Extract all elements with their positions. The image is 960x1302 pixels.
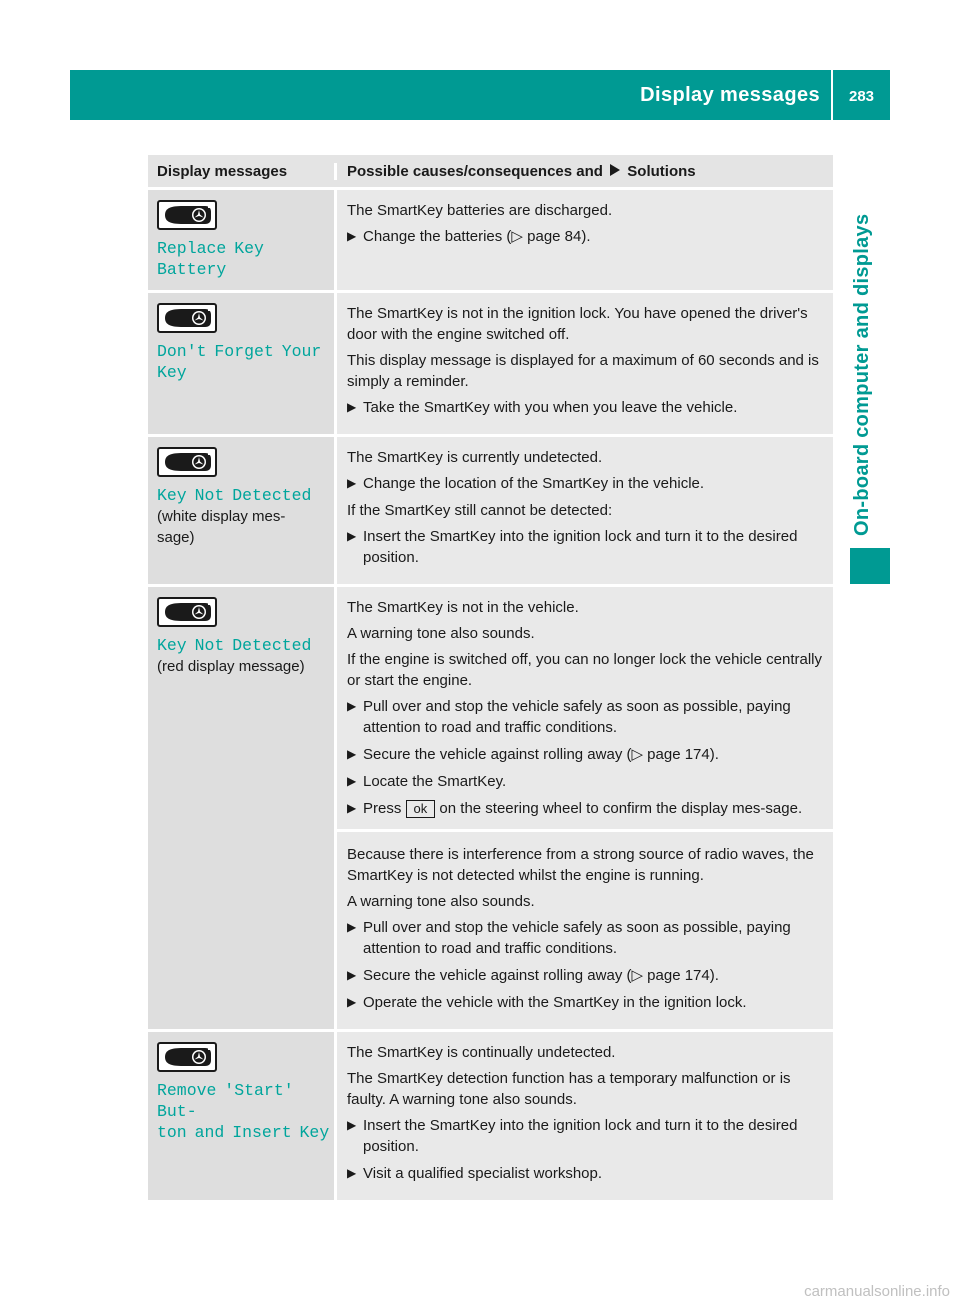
solution-step bbox=[347, 992, 827, 1013]
step-arrow-icon: ▶ bbox=[347, 476, 357, 490]
sub-cause-block bbox=[337, 829, 833, 1013]
message-cell bbox=[148, 437, 334, 584]
step-text: Take the SmartKey with you when you leave the vehicle. bbox=[363, 399, 738, 416]
solution-cell bbox=[334, 293, 833, 434]
step-arrow-icon: ▶ bbox=[347, 774, 357, 788]
solution-step bbox=[347, 1163, 827, 1184]
message-name: Key Not Detected bbox=[157, 636, 312, 655]
message-name-line: Key bbox=[157, 363, 187, 382]
message-cell bbox=[148, 190, 334, 290]
chapter-side-tab: On-board computer and displays bbox=[851, 213, 873, 536]
cause-text: The SmartKey is not in the vehicle. bbox=[347, 599, 579, 616]
step-text: Locate the SmartKey. bbox=[363, 773, 507, 790]
step-text: Pull over and stop the vehicle safely as soon as possible, paying attention to road and traffic conditions. bbox=[363, 919, 791, 957]
step-arrow-icon: ▶ bbox=[347, 699, 357, 713]
step-text: Insert the SmartKey into the ignition lock and turn it to the desired position. bbox=[363, 528, 798, 566]
step-text: Secure the vehicle against rolling away (▷ page 174). bbox=[363, 746, 719, 763]
cause-text: The SmartKey is currently undetected. bbox=[347, 449, 603, 466]
smartkey-icon bbox=[157, 200, 217, 230]
cause-text: The SmartKey batteries are discharged. bbox=[347, 202, 613, 219]
message-cell bbox=[148, 293, 334, 434]
step-arrow-icon: ▶ bbox=[347, 920, 357, 934]
step-arrow-icon: ▶ bbox=[347, 1118, 357, 1132]
step-arrow-icon: ▶ bbox=[347, 995, 357, 1009]
table-header-row bbox=[148, 155, 833, 190]
step-arrow-icon: ▶ bbox=[347, 529, 357, 543]
solution-step bbox=[347, 798, 827, 819]
cause-text: This display message is displayed for a maximum of 60 seconds and is simply a reminder. bbox=[347, 352, 819, 390]
solution-step bbox=[347, 226, 827, 247]
solution-step bbox=[347, 696, 827, 738]
step-arrow-icon: ▶ bbox=[347, 968, 357, 982]
table-row bbox=[148, 190, 833, 293]
page-header bbox=[70, 70, 890, 120]
message-note: (red display message) bbox=[157, 658, 305, 675]
step-text: Pull over and stop the vehicle safely as soon as possible, paying attention to road and traffic conditions. bbox=[363, 698, 791, 736]
step-arrow-icon: ▶ bbox=[347, 747, 357, 761]
message-note: (white display mes-sage) bbox=[157, 508, 286, 546]
cause-text: The SmartKey detection function has a temporary malfunction or is faulty. A warning tone also sounds. bbox=[347, 1070, 791, 1108]
step-arrow-icon: ▶ bbox=[347, 801, 357, 815]
column-header-solutions-suffix: Solutions bbox=[627, 162, 696, 180]
smartkey-icon bbox=[157, 303, 217, 333]
table-row bbox=[148, 437, 833, 587]
step-text: Secure the vehicle against rolling away (▷ page 174). bbox=[363, 967, 719, 984]
message-cell bbox=[148, 1032, 334, 1200]
column-header-messages: Display messages bbox=[148, 163, 334, 180]
solution-cell bbox=[334, 587, 833, 1029]
step-arrow-icon: ▶ bbox=[347, 1166, 357, 1180]
message-name-line: Remove 'Start' But‐ bbox=[157, 1081, 294, 1121]
ok-button-icon: ok bbox=[406, 800, 436, 818]
step-text: Visit a qualified specialist workshop. bbox=[363, 1165, 603, 1182]
message-name-line: Don't Forget Your bbox=[157, 342, 322, 361]
solution-step bbox=[347, 771, 827, 792]
smartkey-icon bbox=[157, 1042, 217, 1072]
solution-step bbox=[347, 744, 827, 765]
cause-text: A warning tone also sounds. bbox=[347, 893, 535, 910]
cause-text: Because there is interference from a strong source of radio waves, the SmartKey is not detected whilst the engine is running. bbox=[347, 846, 814, 884]
message-name: Key Not Detected bbox=[157, 486, 312, 505]
table-row bbox=[148, 293, 833, 437]
triangle-arrow-icon bbox=[609, 163, 621, 177]
step-text: Change the batteries (▷ page 84). bbox=[363, 228, 591, 245]
cause-text: If the SmartKey still cannot be detected: bbox=[347, 502, 613, 519]
press-label: Press bbox=[363, 800, 402, 817]
cause-text: The SmartKey is continually undetected. bbox=[347, 1044, 616, 1061]
solution-step bbox=[347, 1115, 827, 1157]
cause-text: A warning tone also sounds. bbox=[347, 625, 535, 642]
solution-step bbox=[347, 473, 827, 494]
step-arrow-icon: ▶ bbox=[347, 400, 357, 414]
cause-text: The SmartKey is not in the ignition lock. You have opened the driver's door with the engine switched off. bbox=[347, 305, 808, 343]
table-row bbox=[148, 1032, 833, 1203]
message-cell bbox=[148, 587, 334, 1029]
solution-cell bbox=[334, 437, 833, 584]
column-header-solutions-text: Possible causes/consequences and bbox=[347, 162, 603, 180]
chapter-tab-marker bbox=[850, 548, 890, 584]
step-text: Operate the vehicle with the SmartKey in the ignition lock. bbox=[363, 994, 747, 1011]
page-number: 283 bbox=[848, 88, 875, 105]
solution-step bbox=[347, 397, 827, 418]
cause-text: If the engine is switched off, you can no longer lock the vehicle centrally or start the engine. bbox=[347, 651, 822, 689]
solution-cell bbox=[334, 1032, 833, 1200]
table-row bbox=[148, 587, 833, 1032]
solution-step bbox=[347, 526, 827, 568]
section-title: Display messages bbox=[640, 84, 820, 106]
solution-step bbox=[347, 965, 827, 986]
step-text: Insert the SmartKey into the ignition lock and turn it to the desired position. bbox=[363, 1117, 798, 1155]
message-name: Replace Key Battery bbox=[157, 239, 264, 279]
solution-cell bbox=[334, 190, 833, 290]
message-name-line: ton and Insert Key bbox=[157, 1123, 330, 1142]
press-suffix: on the steering wheel to confirm the display mes-sage. bbox=[439, 800, 803, 817]
solution-step bbox=[347, 917, 827, 959]
watermark: carmanualsonline.info bbox=[804, 1283, 950, 1300]
smartkey-icon bbox=[157, 447, 217, 477]
display-messages-table bbox=[148, 155, 833, 1203]
column-header-solutions bbox=[334, 163, 833, 180]
step-arrow-icon: ▶ bbox=[347, 229, 357, 243]
step-text: Change the location of the SmartKey in the vehicle. bbox=[363, 475, 705, 492]
smartkey-icon bbox=[157, 597, 217, 627]
